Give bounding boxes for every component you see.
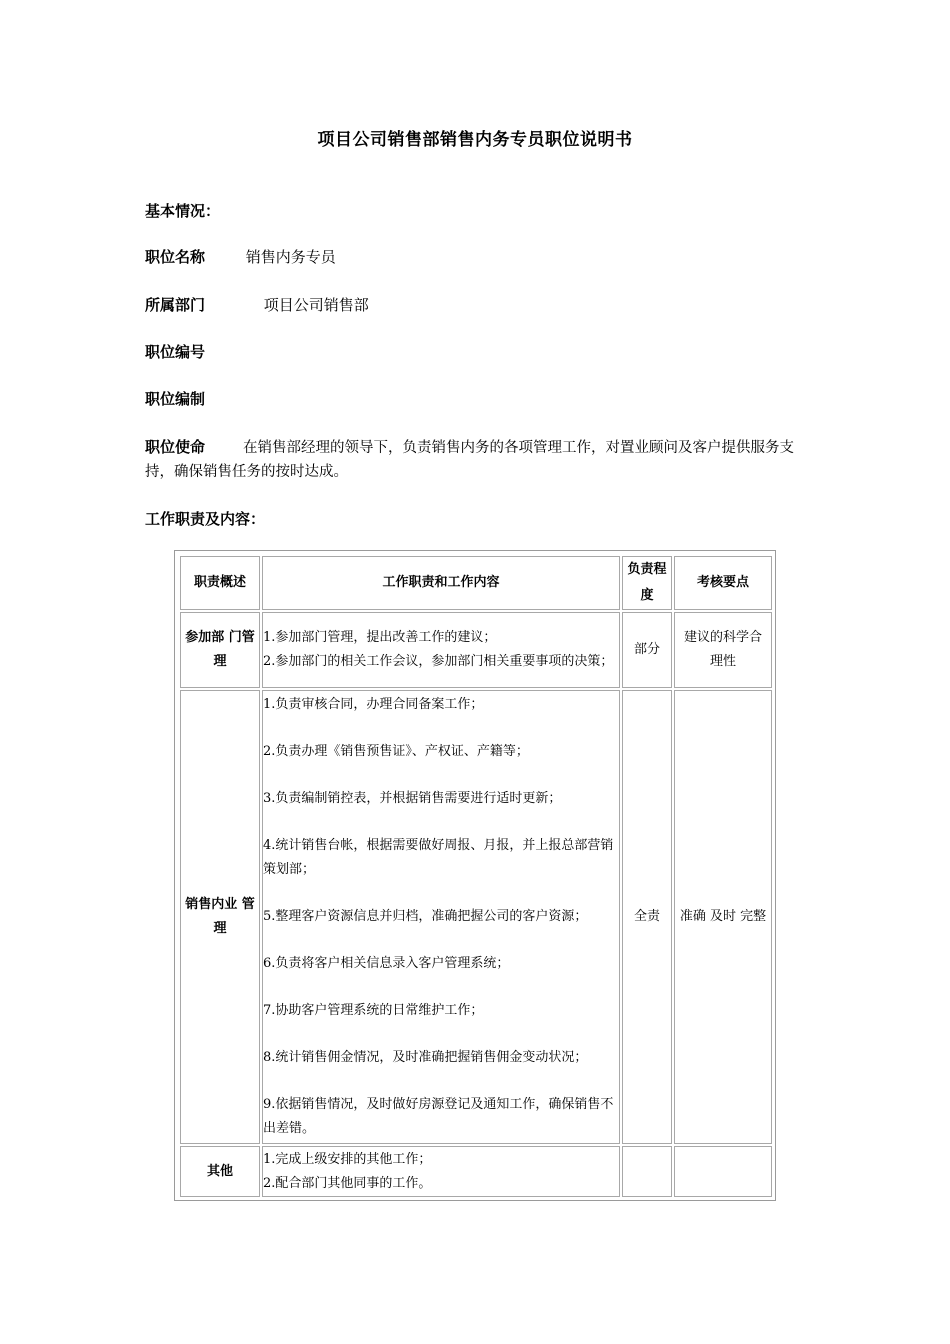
duty-item: 3.负责编制销控表，并根据销售需要进行适时更新； xyxy=(263,791,562,806)
duty-item: 4.统计销售台帐，根据需要做好周报、月报，并上报总部营销策划部； xyxy=(263,838,614,877)
duty-item: 1.完成上级安排的其他工作； xyxy=(263,1151,432,1167)
header-cell: 考核要点 xyxy=(674,556,772,610)
position-name-label: 职位名称 xyxy=(145,248,206,266)
degree-cell xyxy=(622,1146,672,1197)
content-cell xyxy=(262,690,620,1144)
header-cell: 工作职责和工作内容 xyxy=(262,556,620,610)
header-cell: 职责概述 xyxy=(180,556,260,610)
duties-heading: 工作职责及内容： xyxy=(145,510,266,528)
category-cell: 参加部 门管理 xyxy=(180,612,260,688)
duty-item: 2.负责办理《销售预售证》、产权证、产籍等； xyxy=(263,744,529,759)
basic-info-heading: 基本情况： xyxy=(145,202,221,220)
duty-item: 2.配合部门其他同事的工作。 xyxy=(263,1175,432,1191)
table-header-row xyxy=(180,556,772,610)
category-cell: 其他 xyxy=(180,1146,260,1197)
assessment-cell: 建议的科学合理性 xyxy=(674,612,772,688)
department-label: 所属部门 xyxy=(145,296,206,314)
category-cell: 销售内业 管理 xyxy=(180,690,260,1144)
assessment-cell xyxy=(674,1146,772,1197)
duty-item: 8.统计销售佣金情况，及时准确把握销售佣金变动状况； xyxy=(263,1050,588,1065)
duty-item: 7.协助客户管理系统的日常维护工作； xyxy=(263,1003,484,1018)
duty-item: 1.参加部门管理，提出改善工作的建议； xyxy=(263,630,497,645)
content-cell xyxy=(262,1146,620,1197)
duty-item: 6.负责将客户相关信息录入客户管理系统； xyxy=(263,956,510,971)
position-no-label: 职位编号 xyxy=(145,343,206,361)
duty-item: 9.依据销售情况，及时做好房源登记及通知工作，确保销售不出差错。 xyxy=(263,1097,614,1136)
duty-item: 1.负责审核合同，办理合同备案工作； xyxy=(263,697,484,712)
degree-cell: 全责 xyxy=(622,690,672,1144)
department-row xyxy=(145,294,369,315)
mission-label: 职位使命 xyxy=(145,438,206,456)
mission-row xyxy=(145,435,810,484)
duty-item: 5.整理客户资源信息并归档，准确把握公司的客户资源； xyxy=(263,909,588,924)
department-value: 项目公司销售部 xyxy=(263,296,369,314)
duties-table xyxy=(174,550,776,1201)
table-row xyxy=(180,690,772,1144)
degree-cell: 部分 xyxy=(622,612,672,688)
duty-item: 2.参加部门的相关工作会议，参加部门相关重要事项的决策； xyxy=(263,654,614,669)
document-title: 项目公司销售部销售内务专员职位说明书 xyxy=(317,130,633,150)
header-cell: 负责程度 xyxy=(622,556,672,610)
position-staffing-label: 职位编制 xyxy=(145,390,206,408)
position-name-row xyxy=(145,246,336,267)
mission-value: 在销售部经理的领导下，负责销售内务的各项管理工作，对置业顾问及客户提供服务支持，确保销售任务的按时达成。 xyxy=(145,440,795,480)
table-row xyxy=(180,1146,772,1197)
position-name-value: 销售内务专员 xyxy=(245,248,336,266)
table-row xyxy=(180,612,772,688)
content-cell xyxy=(262,612,620,688)
assessment-cell: 准确 及时 完整 xyxy=(674,690,772,1144)
